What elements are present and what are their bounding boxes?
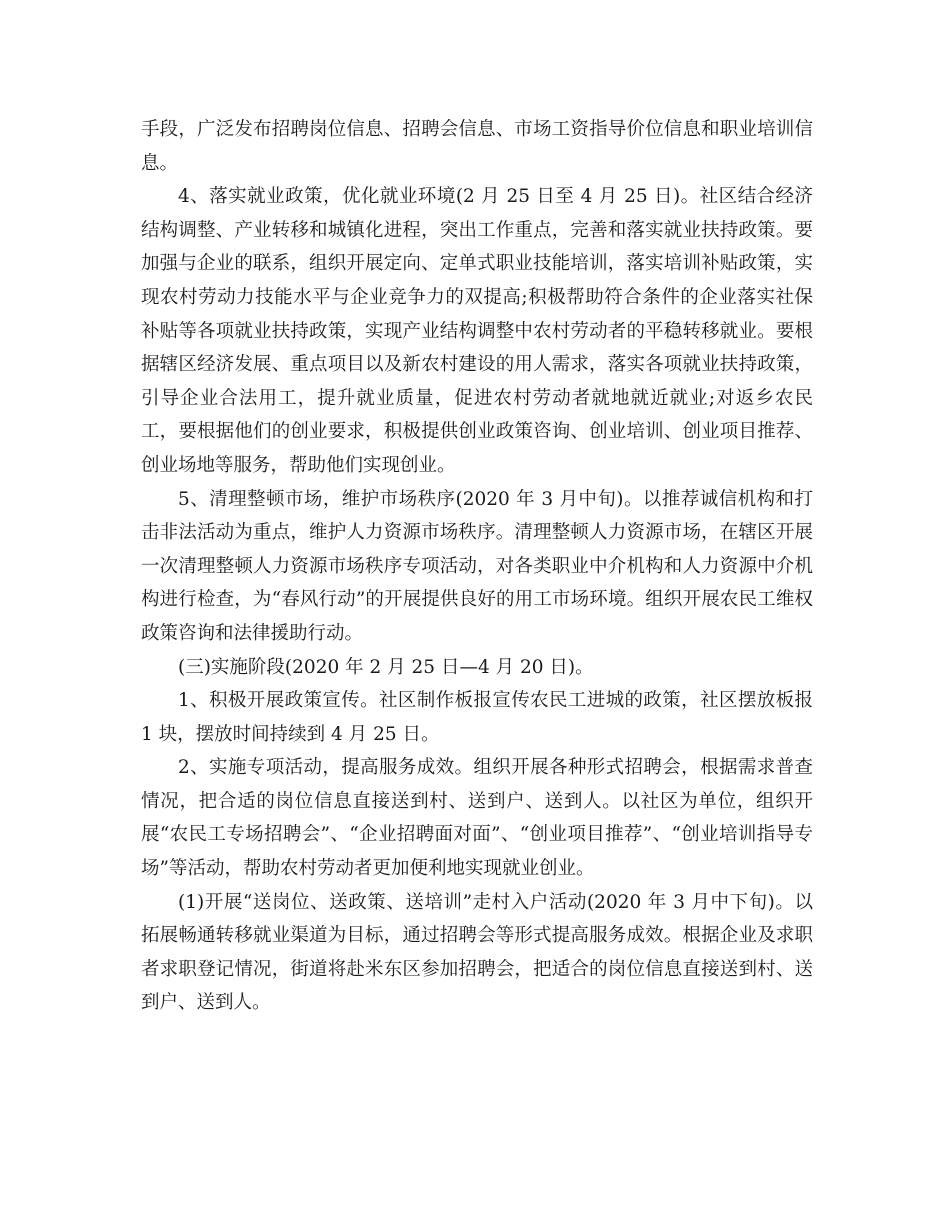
paragraph-employment-policy: 4、落实就业政策，优化就业环境(2 月 25 日至 4 月 25 日)。社区结合经济结构调整、产业转移和城镇化进程，突出工作重点，完善和落实就业扶持政策。要加强与企业的联系，组织开展定向、定单式职业技能培训，落实培训补贴政策，实现农村劳动力技能水平与企业竞争力的双提高;积极帮助符合条件的企业落实社保补贴等各项就业扶持政策，实现产业结构调整中农村劳动者的平稳转移就业。要根据辖区经济发展、重点项目以及新农村建设的用人需求，落实各项就业扶持政策，引导企业合法用工，提升就业质量，促进农村劳动者就地就近就业;对返乡农民工，要根据他们的创业要求，积极提供创业政策咨询、创业培训、创业项目推荐、创业场地等服务，帮助他们实现创业。 — [141, 186, 813, 476]
paragraph-market-order: 5、清理整顿市场，维护市场秩序(2020 年 3 月中旬)。以推荐诚信机构和打击非法活动为重点，维护人力资源市场秩序。清理整顿人力资源市场，在辖区开展一次清理整顿人力资源市场秩序专项活动，对各类职业中介机构和人力资源中介机构进行检查，为“春风行动”的开展提供良好的用工市场环境。组织开展农民工维权政策咨询和法律援助行动。 — [141, 488, 813, 644]
section-heading-implementation: (三)实施阶段(2020 年 2 月 25 日—4 月 20 日)。 — [178, 656, 594, 678]
document-body — [141, 113, 813, 1020]
paragraph-continuation: 手段，广泛发布招聘岗位信息、招聘会信息、市场工资指导价位信息和职业培训信息。 — [141, 119, 813, 174]
paragraph-policy-publicity: 1、积极开展政策宣传。社区制作板报宣传农民工进城的政策，社区摆放板报 1 块，摆放时间持续到 4 月 25 日。 — [141, 690, 813, 745]
paragraph-door-to-door: (1)开展“送岗位、送政策、送培训”走村入户活动(2020 年 3 月中下旬)。以拓展畅通转移就业渠道为目标，通过招聘会等形式提高服务成效。根据企业及求职者求职登记情况，街道将赴米东区参加招聘会，把适合的岗位信息直接送到村、送到户、送到人。 — [141, 891, 813, 1014]
paragraph-special-activities: 2、实施专项活动，提高服务成效。组织开展各种形式招聘会，根据需求普查情况，把合适的岗位信息直接送到村、送到户、送到人。以社区为单位，组织开展“农民工专场招聘会”、“企业招聘面对面”、“创业项目推荐”、“创业培训指导专场”等活动，帮助农村劳动者更加便利地实现就业创业。 — [141, 757, 813, 880]
